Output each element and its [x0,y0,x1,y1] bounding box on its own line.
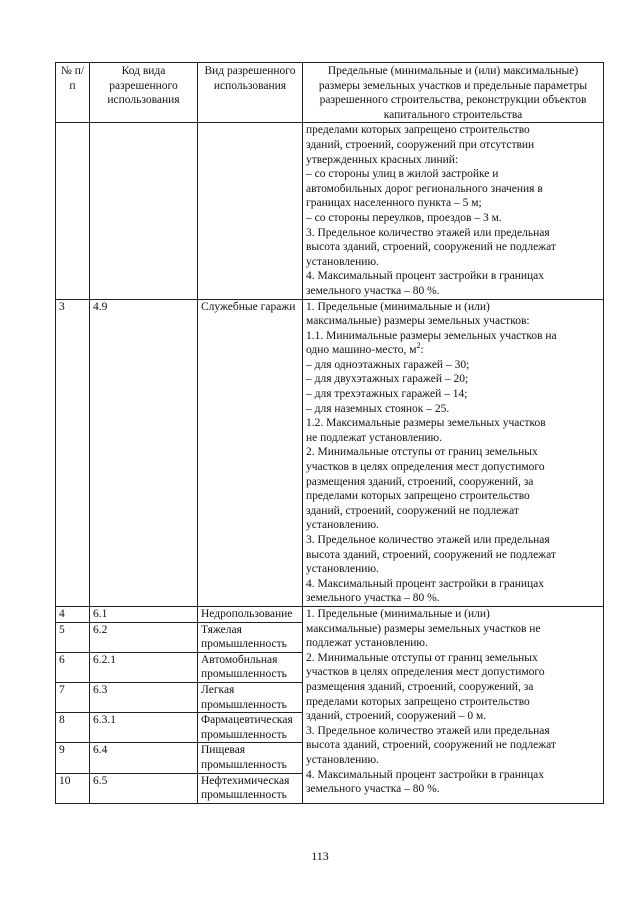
row-number: 8 [56,713,90,743]
text-line: размещения зданий, строений, сооружений, за [306,680,534,693]
text-line: участков в целях определения мест допустимого [306,666,545,679]
text-line: пределами которых запрещено строительство [306,695,530,708]
row-number: 4 [56,606,90,622]
row-kind: Служебные гаражи [198,299,303,606]
header-params: Предельные (минимальные и (или) максимальные) размеры земельных участков и предельные параметры разрешенного строительства, реконструкции объектов капитального строительства [303,63,604,123]
page-number: 113 [311,849,329,863]
text-line: пределами которых запрещено строительство [306,124,530,137]
header-code: Код вида разрешенного использования [90,63,198,123]
text-line: земельного участка – 80 %. [306,783,440,796]
text-line: 4. Максимальный процент застройки в границах [306,577,545,590]
text-line: 3. Предельное количество этажей или предельная [306,226,550,239]
table-row [56,606,604,622]
row-number: 6 [56,652,90,682]
params-cell-shared [303,606,604,803]
text-line: 3. Предельное количество этажей или предельная [306,534,550,546]
text-line: земельного участка – 80 %. [306,284,440,297]
text-line: установлению. [306,753,379,766]
row-code: 6.5 [90,773,198,803]
row-kind: Тяжелая промышленность [198,622,303,652]
text-line: 1.2. Максимальные размеры земельных участков [306,417,546,430]
row-number: 5 [56,622,90,652]
text-line: – для двухэтажных гаражей – 20; [306,373,469,386]
table-row [56,299,604,606]
text-line: 2. Минимальные отступы от границ земельных [306,651,538,664]
row-number: 3 [56,299,90,606]
text-line: установлению. [306,563,379,576]
text-line: – для одноэтажных гаражей – 30; [306,358,470,371]
text-line: земельного участка – 80 %. [306,592,440,605]
text-line: не подлежат установлению. [306,431,442,444]
header-kind: Вид разрешенного использования [198,63,303,123]
text-line: участков в целях определения мест допустимого [306,461,545,474]
text-line: 3. Предельное количество этажей или предельная [306,724,550,737]
text-line: границах населенного пункта – 5 м; [306,197,482,210]
row-kind: Автомобильная промышленность [198,652,303,682]
row-code: 6.2.1 [90,652,198,682]
text-line: установлению. [306,519,379,532]
row-code: 6.4 [90,743,198,773]
text-line: подлежат установлению. [306,637,428,650]
text-line: пределами которых запрещено строительство [306,490,530,503]
row-kind: Фармацевтическая промышленность [198,713,303,743]
text-line: высота зданий, строений, сооружений не подлежат [306,548,556,561]
text-line: зданий, строений, сооружений при отсутствии [306,138,535,151]
text-line: 1. Предельные (минимальные и (или) [306,607,490,620]
row-code: 6.1 [90,606,198,622]
row-kind: Нефтехимическая промышленность [198,773,303,803]
row-code: 4.9 [90,299,198,606]
text-line: высота зданий, строений, сооружений не подлежат [306,739,556,752]
superscript: 2 [416,341,421,351]
text-line: – для наземных стоянок – 25. [306,402,450,415]
text-line: установлению. [306,255,379,268]
params-cell [303,299,604,606]
text-line: автомобильных дорог регионального значения в [306,182,543,195]
table-row-continuation [56,123,604,299]
text-line: высота зданий, строений, сооружений не подлежат [306,241,556,254]
text-line: размещения зданий, строений, сооружений, за [306,475,534,488]
text-line: 4. Максимальный процент застройки в границах [306,768,545,781]
text-line: максимальные) размеры земельных участков не [306,622,541,635]
text-line: 1. Предельные (минимальные и (или) [306,300,490,313]
table-header-row [56,63,604,123]
text-line: – для трехэтажных гаражей – 14; [306,388,468,401]
text-line: максимальные) размеры земельных участков: [306,315,530,328]
text-line: – со стороны переулков, проездов – 3 м. [306,211,502,224]
row-kind: Пищевая промышленность [198,743,303,773]
text-line: 1.1. Минимальные размеры земельных участков на [306,329,557,342]
text-line: 2. Минимальные отступы от границ земельных [306,446,538,459]
row-code: 6.2 [90,622,198,652]
text-line: зданий, строений, сооружений – 0 м. [306,710,487,723]
row-number: 9 [56,743,90,773]
text-line: 4. Максимальный процент застройки в границах [306,270,545,283]
row-code: 6.3.1 [90,713,198,743]
row-kind: Легкая промышленность [198,682,303,712]
row-number: 7 [56,682,90,712]
row-code: 6.3 [90,682,198,712]
text-line: – со стороны улиц в жилой застройке и [306,168,499,181]
row-kind: Недропользование [198,606,303,622]
header-number: № п/п [56,63,90,123]
text-line: одно машино-место, $м^2$: [306,341,424,357]
regulations-table [55,62,604,804]
text-line: зданий, строений, сооружений не подлежат [306,504,519,517]
params-cell [303,123,604,299]
text-line: утвержденных красных линий: [306,153,459,166]
row-number: 10 [56,773,90,803]
